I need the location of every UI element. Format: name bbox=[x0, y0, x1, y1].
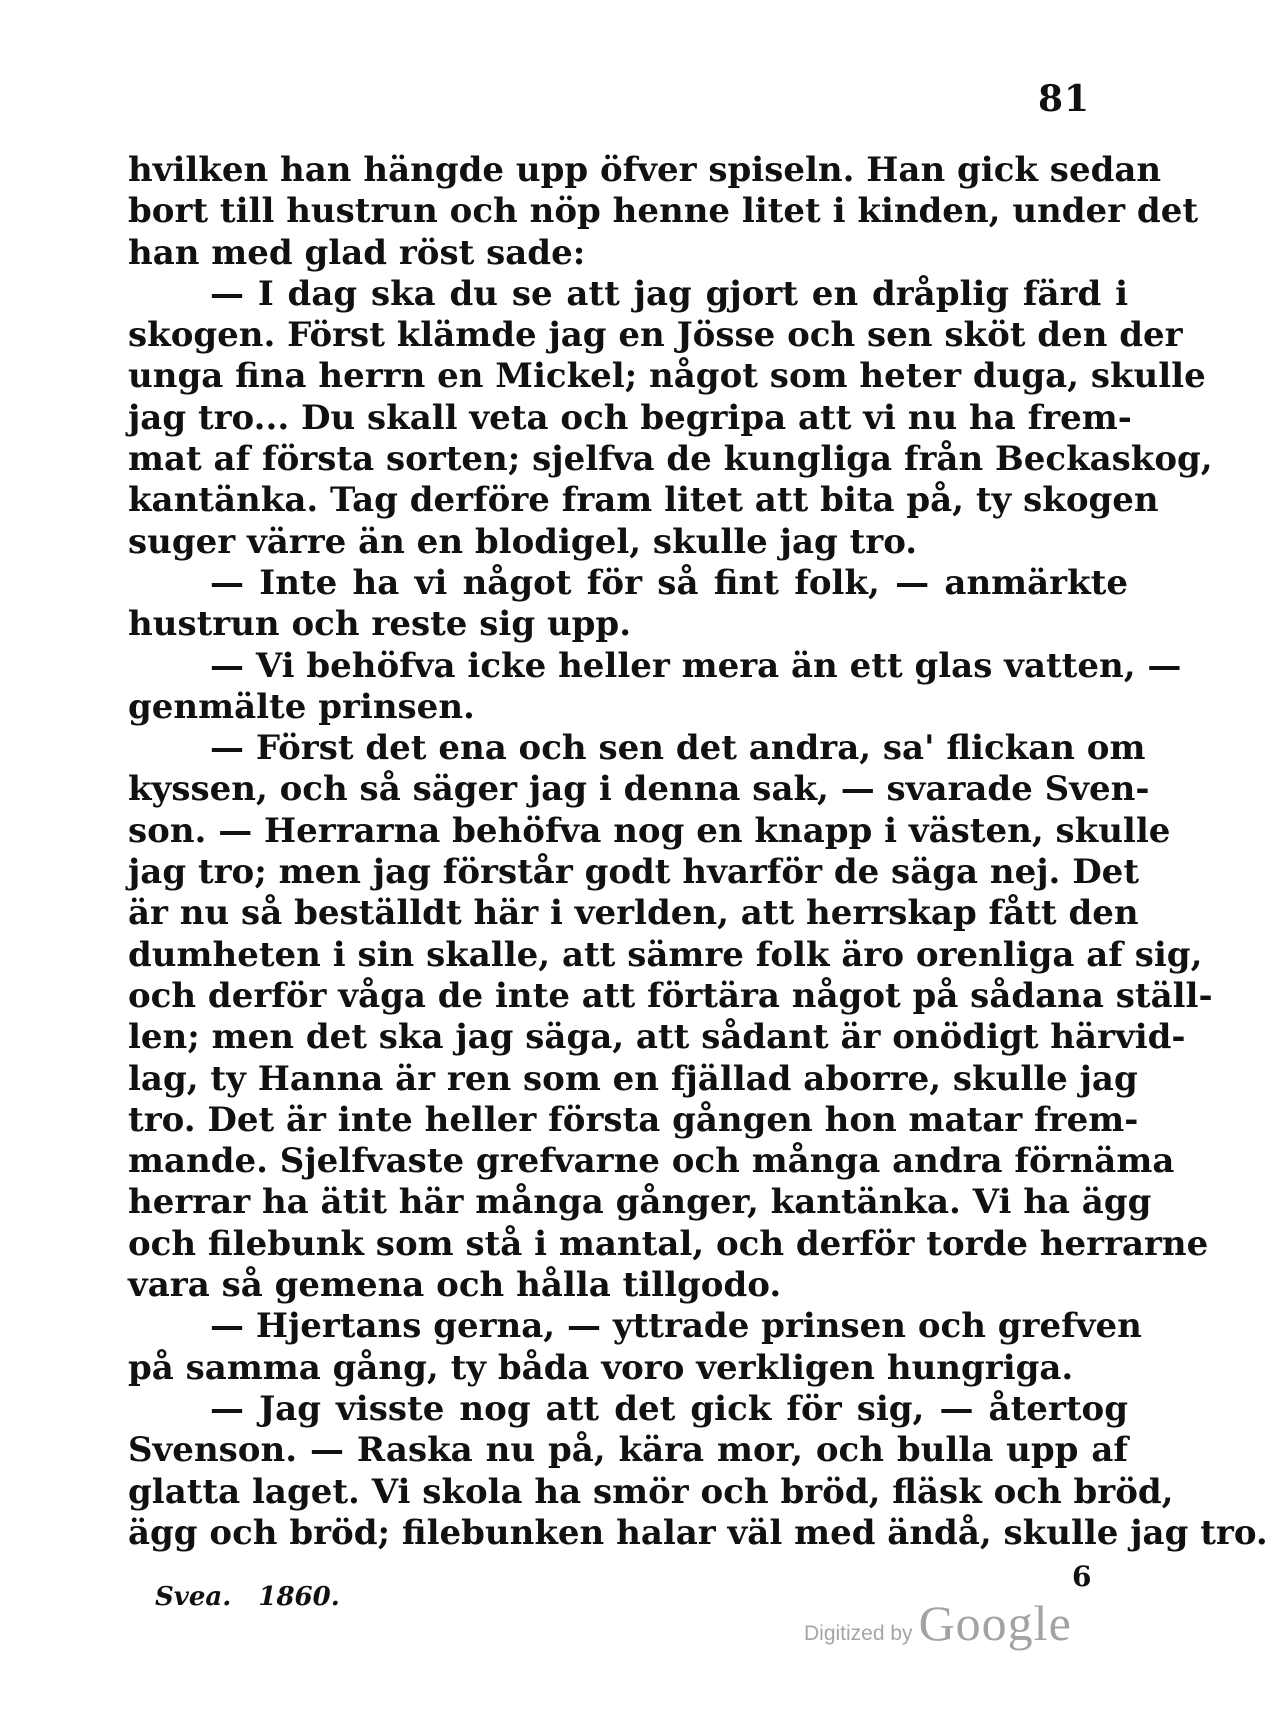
text-line: herrar ha ätit här många gånger, kantänka. Vi ha ägg bbox=[128, 1182, 1152, 1223]
text-line: — Jag visste nog att det gick för sig, — återtog bbox=[210, 1388, 1128, 1429]
sheet-number: 6 bbox=[1072, 1560, 1092, 1593]
text-line: Svenson. — Raska nu på, kära mor, och bulla upp af bbox=[128, 1430, 1128, 1471]
footer-signature: Svea. 1860. bbox=[155, 1582, 340, 1612]
text-line: är nu så beställdt här i verlden, att herrskap fått den bbox=[128, 893, 1139, 934]
text-line: — Vi behöfva icke heller mera än ett glas vatten, — bbox=[210, 645, 1182, 686]
text-line: dumheten i sin skalle, att sämre folk äro orenliga af sig, bbox=[128, 934, 1203, 975]
text-line: och derför våga de inte att förtära något på sådana ställ- bbox=[128, 975, 1213, 1016]
digitized-by-label: Digitized by bbox=[804, 1622, 913, 1645]
page-number: 81 bbox=[1038, 78, 1091, 120]
body-text bbox=[128, 150, 1268, 1554]
text-line: — Hjertans gerna, — yttrade prinsen och grefven bbox=[210, 1306, 1142, 1347]
text-line: unga fina herrn en Mickel; något som heter duga, skulle bbox=[128, 356, 1206, 397]
google-logo: Google bbox=[918, 1595, 1072, 1651]
text-line: genmälte prinsen. bbox=[128, 686, 475, 727]
text-line: ägg och bröd; filebunken halar väl med ändå, skulle jag tro. bbox=[128, 1512, 1268, 1553]
digitized-watermark bbox=[804, 1594, 1072, 1652]
text-line: hustrun och reste sig upp. bbox=[128, 604, 632, 645]
text-line: vara så gemena och hålla tillgodo. bbox=[128, 1265, 782, 1306]
text-line: kantänka. Tag derföre fram litet att bita på, ty skogen bbox=[128, 480, 1159, 521]
text-line: på samma gång, ty båda voro verkligen hungriga. bbox=[128, 1347, 1074, 1388]
text-line: son. — Herrarna behöfva nog en knapp i västen, skulle bbox=[128, 810, 1171, 851]
text-line: — Först det ena och sen det andra, sa' flickan om bbox=[210, 728, 1146, 769]
text-line: skogen. Först klämde jag en Jösse och sen sköt den der bbox=[128, 315, 1183, 356]
text-line: och filebunk som stå i mantal, och derför torde herrarne bbox=[128, 1223, 1209, 1264]
text-line: hvilken han hängde upp öfver spiseln. Han gick sedan bbox=[128, 150, 1162, 190]
text-line: tro. Det är inte heller första gången hon matar frem- bbox=[128, 1099, 1139, 1140]
text-line: suger värre än en blodigel, skulle jag tro. bbox=[128, 521, 918, 562]
text-line: — I dag ska du se att jag gjort en dråplig färd i bbox=[210, 273, 1128, 314]
text-line: bort till hustrun och nöp henne litet i kinden, under det bbox=[128, 191, 1199, 232]
text-line: jag tro... Du skall veta och begripa att vi nu ha frem- bbox=[128, 397, 1132, 438]
text-line: — Inte ha vi något för så fint folk, — anmärkte bbox=[210, 562, 1128, 603]
text-line: len; men det ska jag säga, att sådant är onödigt härvid- bbox=[128, 1017, 1186, 1058]
text-line: mat af första sorten; sjelfva de kungliga från Beckaskog, bbox=[128, 439, 1213, 480]
text-line: han med glad röst sade: bbox=[128, 232, 586, 273]
text-line: glatta laget. Vi skola ha smör och bröd, fläsk och bröd, bbox=[128, 1471, 1174, 1512]
text-line: kyssen, och så säger jag i denna sak, — svarade Sven- bbox=[128, 769, 1150, 810]
text-line: jag tro; men jag förstår godt hvarför de säga nej. Det bbox=[128, 852, 1140, 893]
text-line: lag, ty Hanna är ren som en fjällad aborre, skulle jag bbox=[128, 1058, 1138, 1099]
text-line: mande. Sjelfvaste grefvarne och många andra förnäma bbox=[128, 1141, 1175, 1182]
